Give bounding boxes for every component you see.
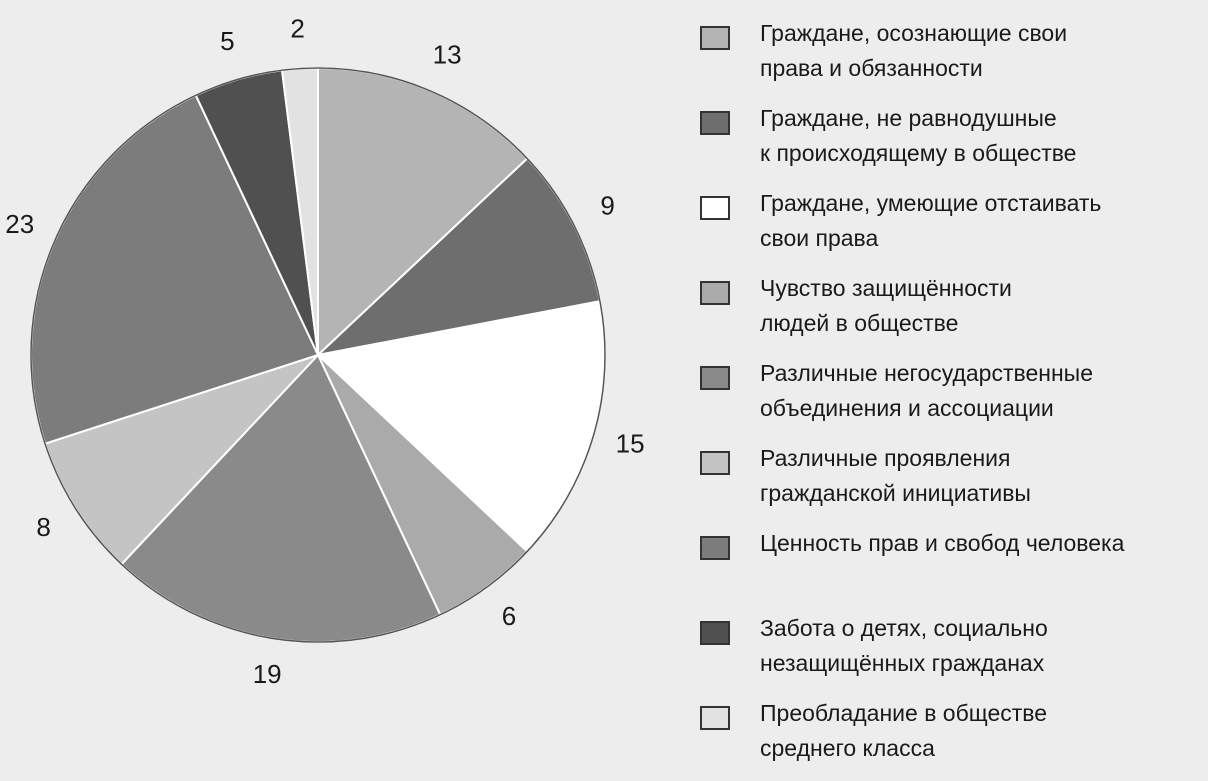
slice-value-label: 8 [36,512,51,543]
slice-value-label: 19 [252,658,282,689]
legend-label: Преобладание в обществе среднего класса [760,700,1048,761]
slice-value-label: 5 [220,25,235,56]
legend-swatch [700,111,730,135]
legend-item [700,441,1200,526]
slice-value-label: 9 [600,190,615,221]
legend-swatch [700,536,730,560]
legend-label: Различные негосударственные объединения и ассоциации [760,360,1093,421]
legend-item [700,271,1200,356]
legend-item [700,696,1200,781]
legend-item [700,356,1200,441]
legend-label: Граждане, осознающие свои права и обязанности [760,20,1068,81]
legend-item [700,186,1200,271]
slice-value-label: 2 [290,13,305,44]
legend-swatch [700,26,730,50]
slice-value-label: 15 [615,428,645,459]
legend-label: Забота о детях, социально незащищённых гражданах [760,615,1048,676]
legend-item [700,101,1200,186]
legend-item [700,526,1200,611]
legend-label: Чувство защищённости людей в обществе [760,275,1012,336]
legend-item [700,611,1200,696]
legend-label: Граждане, умеющие отстаивать свои права [760,190,1102,251]
legend-swatch [700,451,730,475]
slice-value-label: 6 [501,600,517,631]
legend-swatch [700,281,730,305]
legend-swatch [700,366,730,390]
slice-value-label: 23 [5,208,35,239]
chart-legend [700,16,1200,781]
slice-value-label: 13 [432,39,462,70]
legend-label: Граждане, не равнодушные к происходящему в обществе [760,105,1077,166]
legend-swatch [700,621,730,645]
legend-item [700,16,1200,101]
legend-swatch [700,706,730,730]
legend-swatch [700,196,730,220]
legend-label: Различные проявления гражданской инициативы [760,445,1031,506]
legend-label: Ценность прав и свобод человека [760,530,1125,556]
